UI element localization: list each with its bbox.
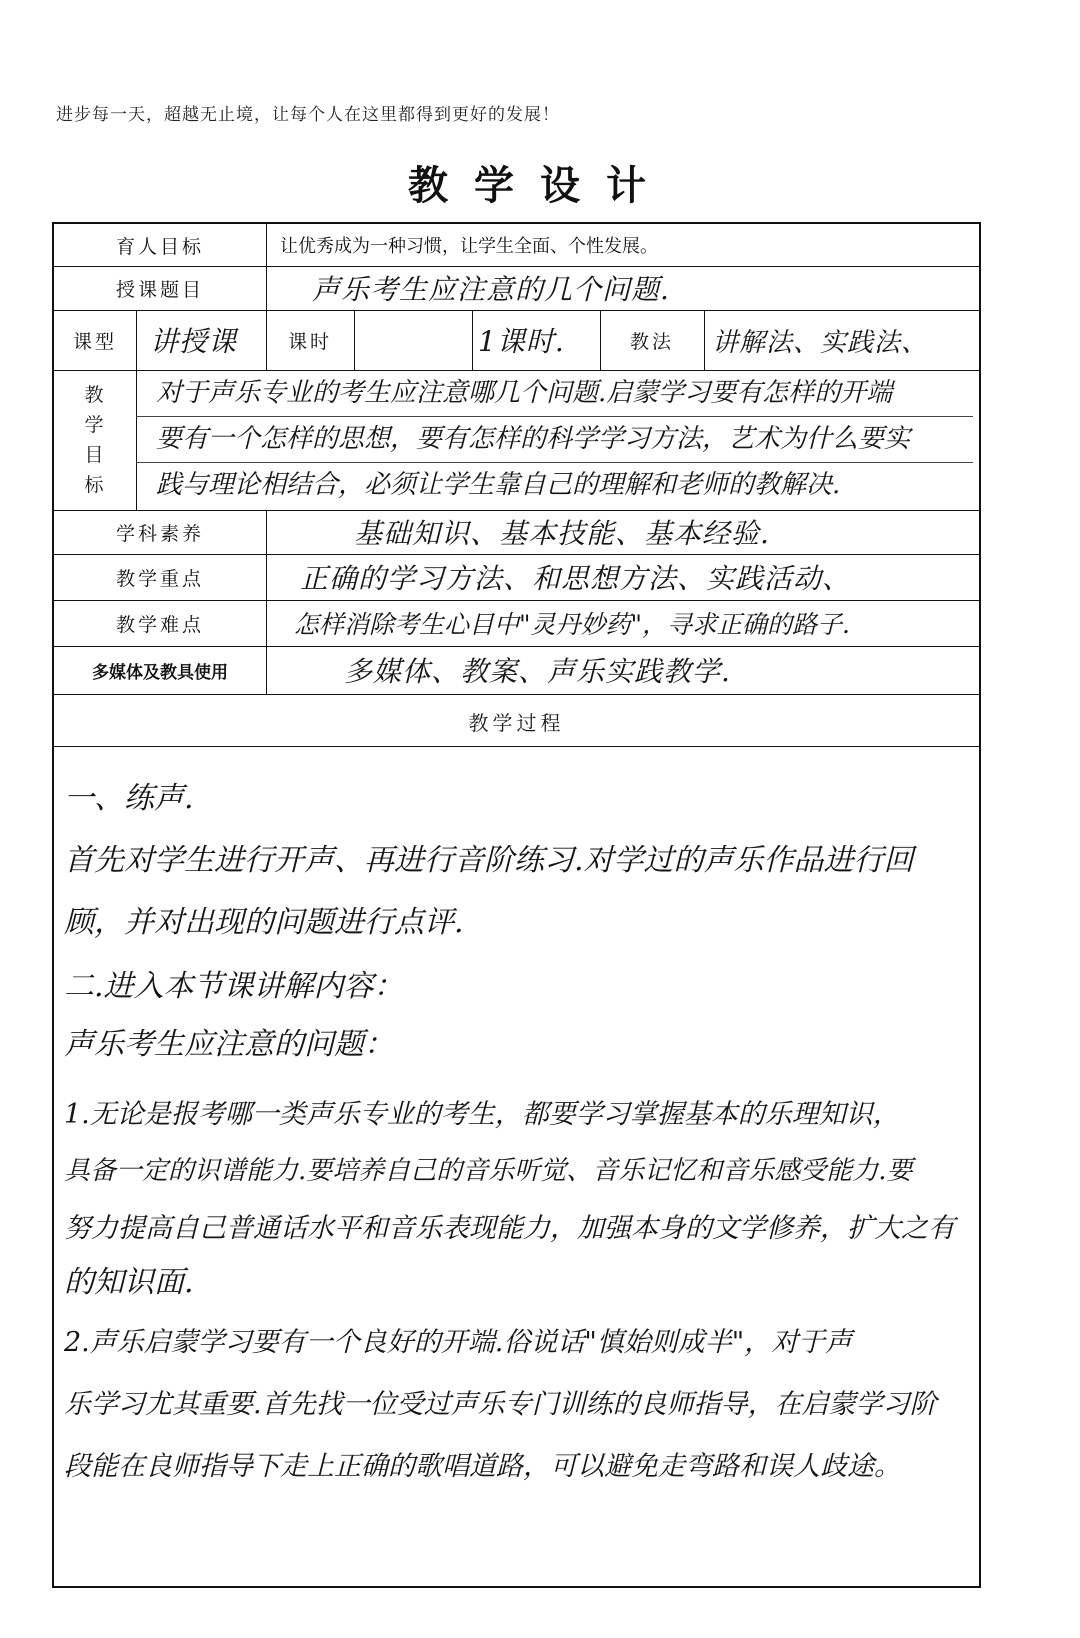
key-points-label: 教学重点: [115, 567, 204, 590]
objective-line: 要有一个怎样的思想，要有怎样的科学学习方法，艺术为什么要实: [136, 416, 973, 463]
teaching-method-label: 教法: [629, 330, 674, 353]
objective-line: 践与理论相结合，必须让学生靠自己的理解和老师的教解决.: [156, 470, 841, 500]
media-value: 多媒体、教案、声乐实践教学.: [344, 655, 731, 688]
difficulties-value: 怎样消除考生心目中"灵丹妙药"，寻求正确的路子.: [294, 610, 850, 639]
key-points-value: 正确的学习方法、和思想方法、实践活动、: [300, 562, 852, 595]
column-divider: [704, 310, 705, 370]
process-line: 段能在良师指导下走上正确的歌唱道路，可以避免走弯路和误人歧途。: [64, 1451, 901, 1482]
column-divider: [266, 510, 267, 694]
process-line: 乐学习尤其重要.首先找一位受过声乐专门训练的良师指导，在启蒙学习阶: [64, 1389, 937, 1420]
teaching-objectives-text: [136, 370, 973, 510]
teaching-method-value: 讲解法、实践法、: [712, 327, 929, 358]
difficulties-label: 教学难点: [115, 613, 204, 636]
process-line: 声乐考生应注意的问题：: [64, 1027, 394, 1062]
objective-line: 对于声乐专业的考生应注意哪几个问题.启蒙学习要有怎样的开端: [136, 370, 973, 417]
process-line: 努力提高自己普通话水平和音乐表现能力，加强本身的文学修养，扩大之有: [64, 1213, 955, 1244]
lesson-topic-value: 声乐考生应注意的几个问题.: [312, 273, 670, 306]
media-label: 多媒体及教具使用: [92, 662, 228, 683]
class-hours-label: 课时: [287, 330, 332, 353]
process-line: 1.无论是报考哪一类声乐专业的考生，都要学习掌握基本的乐理知识，: [64, 1099, 900, 1130]
process-line: 具备一定的识谱能力.要培养自己的音乐听觉、音乐记忆和音乐感受能力.要: [64, 1156, 913, 1186]
lesson-plan-form: [52, 222, 981, 1588]
process-line: 一、练声.: [64, 781, 194, 816]
objective-label-char: 目: [84, 444, 104, 466]
row-divider: [54, 746, 979, 747]
column-divider: [354, 310, 355, 370]
lesson-type-value: 讲授课: [150, 325, 238, 358]
page-motto: 进步每一天，超越无止境，让每个人在这里都得到更好的发展！: [56, 105, 560, 125]
objective-label-char: 标: [84, 474, 104, 496]
process-line: 的知识面.: [64, 1265, 194, 1300]
subject-literacy-value: 基础知识、基本技能、基本经验.: [354, 517, 770, 550]
subject-literacy-label: 学科素养: [115, 522, 204, 545]
education-goal-label: 育人目标: [115, 235, 204, 258]
objective-label-char: 教: [84, 384, 104, 406]
lesson-topic-label: 授课题目: [115, 278, 204, 301]
column-divider: [472, 310, 473, 370]
process-line: 顾，并对出现的问题进行点评.: [64, 905, 464, 940]
teaching-objectives-label: [54, 370, 134, 510]
education-goal-value: 让优秀成为一种习惯，让学生全面、个性发展。: [280, 236, 658, 257]
teaching-process-body: [64, 749, 969, 1576]
page-title: 教学设计: [408, 162, 672, 209]
process-line: 首先对学生进行开声、再进行音阶练习.对学过的声乐作品进行回: [64, 843, 914, 878]
process-line: 2.声乐启蒙学习要有一个良好的开端.俗说话"慎始则成半"，对于声: [64, 1327, 853, 1358]
row-divider: [54, 694, 979, 695]
objective-label-char: 学: [84, 414, 104, 436]
teaching-process-label: 教学过程: [468, 710, 565, 735]
process-line: 二.进入本节课讲解内容：: [64, 969, 404, 1004]
lesson-type-label: 课型: [72, 330, 117, 353]
class-hours-value: 1课时.: [478, 325, 565, 358]
